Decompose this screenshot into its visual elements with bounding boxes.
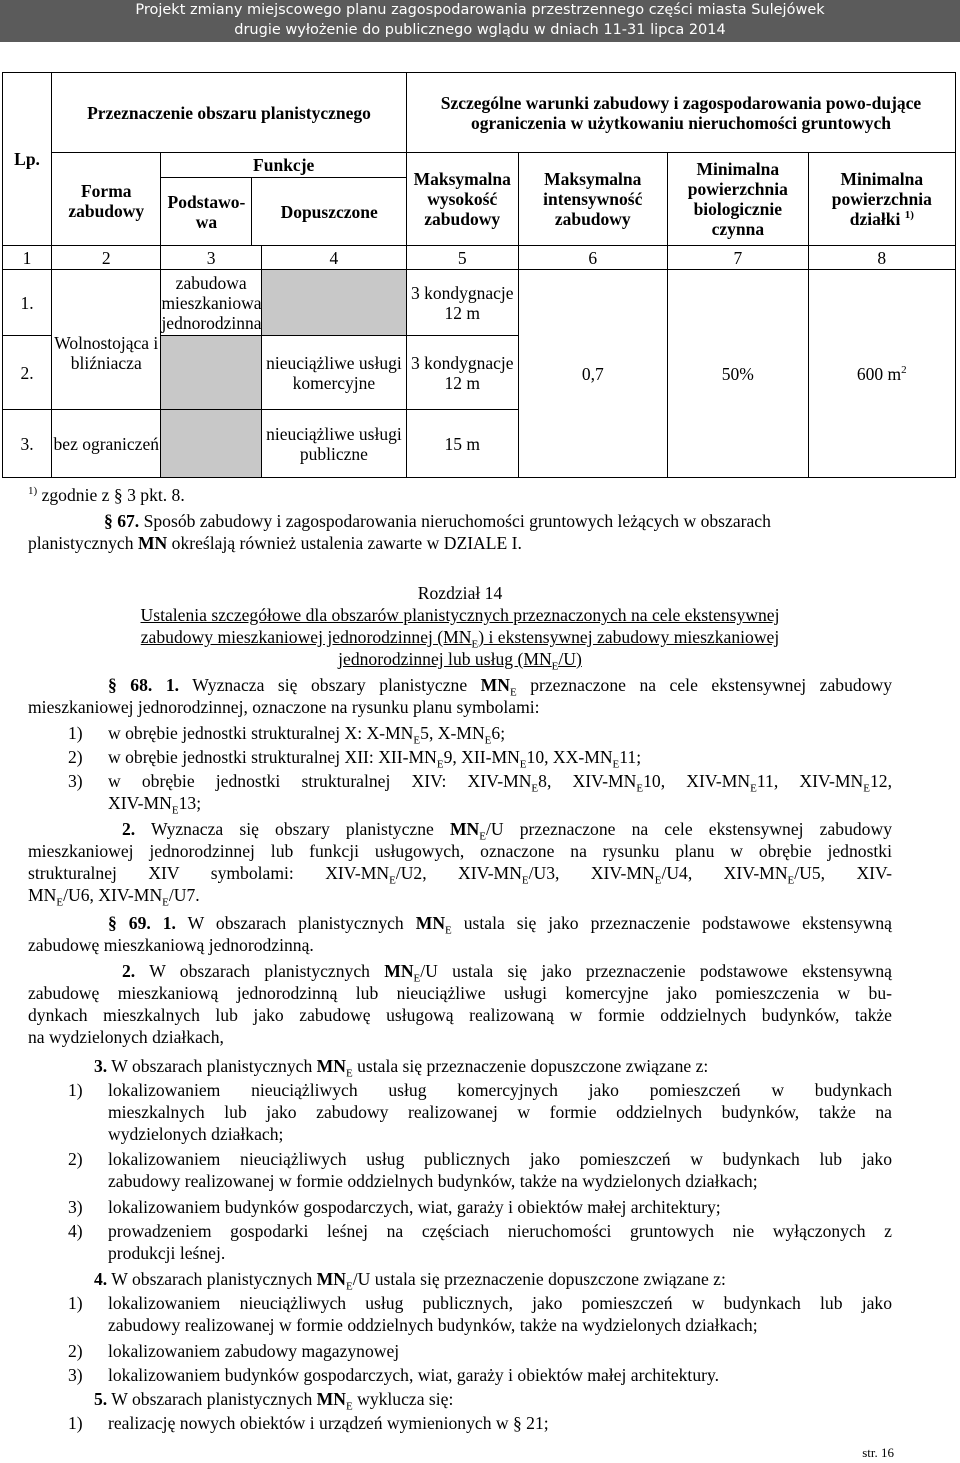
subscript: E — [345, 1400, 353, 1413]
colnum: 8 — [808, 246, 955, 270]
colnum: 5 — [406, 246, 518, 270]
header-line-1: Projekt zmiany miejscowego planu zagospodarowania przestrzennego części miasta Sulejówek — [135, 2, 825, 18]
subscript: E — [56, 896, 64, 909]
paragraph-68-2 — [28, 818, 892, 909]
symbol: MN — [449, 819, 480, 839]
text: /U ustala się jako przeznaczenie podstawowe ekstensywną — [420, 961, 892, 981]
paragraph-number: § 69. 1. — [108, 913, 176, 933]
symbol: MN — [415, 913, 446, 933]
wysokosc-line: 12 m — [444, 372, 480, 393]
document-header-banner — [0, 0, 960, 42]
text: przeznaczone na cele ekstensywnej zabudowy — [530, 675, 892, 695]
wysokosc-line: 3 kondygnacje — [410, 282, 514, 303]
th-min-dzialka-label: Minimalna powierzchnia działki — [831, 169, 932, 229]
list-item — [108, 746, 892, 771]
text: 10, XX-MN — [526, 747, 613, 767]
th-podstawowa: Podstawo-wa — [161, 178, 252, 245]
chapter-title-line: Ustalenia szczegółowe dla obszarów planistycznych przeznaczonych na cele ekstensywnej — [140, 605, 780, 625]
paragraph-69-1 — [28, 912, 892, 956]
text: /U przeznaczone na cele ekstensywnej zabudowy — [486, 819, 892, 839]
text: wyklucza się: — [357, 1389, 454, 1409]
text: W obszarach planistycznych — [111, 1056, 313, 1076]
subscript: E — [509, 686, 517, 699]
paragraph-69-5 — [28, 1388, 892, 1413]
th-funkcje — [161, 153, 406, 246]
forma-bez-ograniczen: bez ograniczeń — [52, 410, 161, 478]
list-number: 4) — [68, 1221, 83, 1241]
list-number: 2) — [68, 747, 83, 767]
list-item: realizację nowych obiektów i urządzeń wymienionych w § 21; — [108, 1413, 549, 1433]
paragraph-69-3 — [28, 1055, 892, 1080]
subscript: E — [479, 830, 486, 843]
list-item — [108, 1220, 892, 1264]
list-item — [108, 1292, 892, 1336]
text: W obszarach planistycznych — [111, 1269, 313, 1289]
text: ustala się przeznaczenie dopuszczone związane z: — [357, 1056, 709, 1076]
shaded-cell — [161, 410, 261, 478]
colnum: 7 — [668, 246, 809, 270]
text: ustala się jako przeznaczenie podstawowe ekstensywną — [463, 913, 892, 933]
wysokosc-value: 15 m — [406, 410, 518, 478]
paragraph-number: 5. — [94, 1389, 108, 1409]
th-szczegolne: Szczególne warunki zabudowy i zagospodarowania powo-dujące ograniczenia w użytkowaniu nieruchomości gruntowych — [406, 73, 955, 153]
bio-value: 50% — [668, 270, 809, 478]
list-number: 3) — [68, 1197, 83, 1217]
intensywnosc-value: 0,7 — [518, 270, 668, 478]
podstawowa-value: zabudowa mieszkaniowa jednorodzinna — [161, 270, 261, 336]
subscript: E — [484, 734, 492, 747]
subscript: E — [519, 758, 527, 771]
text: zabudowy mieszkaniowej jednorodzinnej (MN — [140, 627, 472, 647]
text: strukturalnej XIV symbolami: XIV-MN — [28, 863, 390, 883]
list-item: lokalizowaniem budynków gospodarczych, wiat, garaży i obiektów małej architektury. — [108, 1365, 720, 1385]
text: /U) — [558, 649, 582, 669]
dzialka-value — [808, 270, 955, 478]
wysokosc-line: 12 m — [444, 302, 480, 323]
text: W obszarach planistycznych — [111, 1389, 313, 1409]
th-min-bio: Minimalna powierzchnia biologicznie czynna — [668, 153, 809, 246]
dzialka-unit-sup: 2 — [901, 363, 907, 376]
subscript: E — [612, 758, 620, 771]
colnum: 1 — [3, 246, 52, 270]
subscript: E — [551, 660, 559, 673]
footnote-mark: 1) — [904, 209, 914, 222]
chapter-heading — [28, 582, 892, 673]
text: W obszarach planistycznych — [187, 913, 404, 933]
list-item: lokalizowaniem budynków gospodarczych, wiat, garaży i obiektów małej architektury; — [108, 1197, 721, 1217]
text-line: produkcji leśnej. — [108, 1243, 226, 1263]
subscript: E — [345, 1280, 353, 1293]
text-line: Sposób zabudowy i zagospodarowania nieruchomości gruntowych leżących w obszarach — [143, 511, 771, 531]
text: /U7. — [168, 885, 200, 905]
text-line: zabudowę mieszkaniową jednorodzinną lub nieuciążliwe usługi komercyjne jako pomieszczenia w bu- — [28, 983, 892, 1003]
text-line: mieszkalnych lub jako zabudowy realizowanej w formie oddzielnych budynków, także na — [108, 1102, 892, 1122]
subscript: E — [471, 638, 479, 651]
footnote-text: zgodnie z § 3 pkt. 8. — [41, 485, 185, 505]
list-item — [108, 770, 892, 817]
text: /U ustala się przeznaczenie dopuszczone związane z: — [352, 1269, 726, 1289]
text: 8, XIV-MN — [538, 771, 637, 791]
text: 13; — [178, 793, 202, 813]
paragraph-69-2 — [28, 960, 892, 1048]
th-max-wysokosc: Maksymalna wysokość zabudowy — [406, 153, 518, 246]
text-line: dynkach mieszkalnych lub jako zabudowę usługową realizowaną w formie oddzielnych budynków, także — [28, 1005, 892, 1025]
text: Wyznacza się obszary planistyczne — [192, 675, 468, 695]
subscript: E — [750, 782, 757, 795]
list-number: 1) — [68, 1413, 83, 1433]
symbol: MN — [384, 961, 414, 981]
header-line-2: drugie wyłożenie do publicznego wglądu w dniach 11-31 lipca 2014 — [234, 22, 726, 38]
subscript: E — [436, 758, 444, 771]
list-item — [108, 1148, 892, 1192]
text: 9, XII-MN — [443, 747, 520, 767]
chapter-title-line — [28, 648, 892, 673]
page-number: str. 16 — [862, 1445, 894, 1460]
text-line: na wydzielonych działkach, — [28, 1027, 224, 1047]
paragraph-69-4 — [28, 1268, 892, 1293]
text: w obrębie jednostki strukturalnej XIV: XIV-MN — [108, 771, 532, 791]
column-numbers-row — [3, 246, 956, 270]
th-max-intensywnosc: Maksymalna intensywność zabudowy — [518, 153, 668, 246]
list-number: 2) — [68, 1149, 83, 1169]
text-line: zabudowę mieszkaniową jednorodzinną. — [28, 935, 314, 955]
subscript: E — [162, 896, 169, 909]
subscript: E — [863, 782, 870, 795]
list-item — [108, 722, 892, 747]
text-line: lokalizowaniem nieuciążliwych usług publicznych, jako pomieszczeń w budynkach lub jako — [108, 1293, 892, 1313]
subscript: E — [654, 874, 662, 887]
wysokosc-value — [406, 270, 518, 336]
subscript: E — [413, 734, 421, 747]
text: W obszarach planistycznych — [149, 961, 370, 981]
th-funkcje-label: Funkcje — [161, 153, 405, 178]
colnum: 6 — [518, 246, 668, 270]
text: w obrębie jednostki strukturalnej XII: XII-MN — [108, 747, 437, 767]
subscript: E — [787, 874, 795, 887]
text-line: zabudowy realizowanej w formie oddzielnych budynków, także na wydzielonych działkach; — [108, 1315, 758, 1335]
colnum: 4 — [261, 246, 406, 270]
subscript: E — [345, 1067, 353, 1080]
shaded-cell — [161, 336, 261, 410]
wysokosc-value — [406, 336, 518, 410]
paragraph-68-1 — [28, 674, 892, 718]
footnote-mark: 1) — [28, 485, 38, 498]
text: 11, XIV-MN — [756, 771, 864, 791]
chapter-title — [28, 604, 892, 673]
th-dopuszczone: Dopuszczone — [280, 201, 378, 222]
text: jednorodzinnej lub usług (MN — [338, 649, 552, 669]
text: 10, XIV-MN — [643, 771, 751, 791]
text: /U3, XIV-MN — [528, 863, 655, 883]
list-number: 3) — [68, 1365, 83, 1385]
text-line: określają również ustalenia zawarte w DZIALE I. — [171, 533, 522, 553]
text: 5, X-MN — [420, 723, 485, 743]
list-item: lokalizowaniem zabudowy magazynowej — [108, 1341, 400, 1361]
list-item — [108, 1079, 892, 1145]
subscript: E — [521, 874, 529, 887]
paragraph-number: § 68. 1. — [108, 675, 180, 695]
th-min-dzialka — [808, 153, 955, 246]
subscript: E — [171, 804, 179, 817]
text: MN — [28, 885, 57, 905]
colnum: 2 — [52, 246, 161, 270]
forma-wolnostojaca: Wolnostojąca i bliźniacza — [52, 270, 161, 410]
text: 12, — [870, 771, 892, 791]
symbol: MN — [137, 533, 168, 553]
symbol: MN — [316, 1389, 346, 1409]
symbol: MN — [480, 675, 510, 695]
subscript: E — [389, 874, 396, 887]
colnum: 3 — [161, 246, 261, 270]
row-lp: 2. — [3, 336, 52, 410]
paragraph-number: § 67. — [104, 511, 140, 531]
text-line: prowadzeniem gospodarki leśnej na częściach nieruchomości gruntowych nie wyłączonych z — [108, 1221, 892, 1241]
text-line: zabudowy realizowanej w formie oddzielnych budynków, także na wydzielonych działkach; — [108, 1171, 758, 1191]
text: Wyznacza się obszary planistyczne — [151, 819, 434, 839]
dopuszczone-value: nieuciążliwe usługi komercyjne — [261, 336, 406, 410]
paragraph-number: 4. — [94, 1269, 108, 1289]
list-number: 1) — [68, 723, 83, 743]
text-line: mieszkaniowej jednorodzinnej, oznaczone na rysunku planu symbolami: — [28, 697, 540, 717]
text: ) i ekstensywnej zabudowy mieszkaniowej — [478, 627, 780, 647]
text: /U5, XIV- — [794, 863, 892, 883]
paragraph-number: 2. — [122, 819, 136, 839]
subscript: E — [413, 972, 421, 985]
th-forma: Forma zabudowy — [52, 153, 161, 246]
th-przeznaczenie: Przeznaczenie obszaru planistycznego — [52, 73, 407, 153]
chapter-number: Rozdział 14 — [417, 583, 503, 603]
dopuszczone-value: nieuciążliwe usługi publiczne — [261, 410, 406, 478]
text-line: planistycznych — [28, 533, 134, 553]
symbol: MN — [316, 1056, 346, 1076]
dzialka-number: 600 m — [856, 363, 902, 384]
text-line: lokalizowaniem nieuciążliwych usług publicznych jako pomieszczeń w budynkach lub jako — [108, 1149, 892, 1169]
paragraph-number: 3. — [94, 1056, 108, 1076]
table-row — [3, 270, 956, 336]
text-line: lokalizowaniem nieuciążliwych usług komercyjnych jako pomieszczeń w budynkach — [108, 1080, 892, 1100]
wysokosc-line: 3 kondygnacje — [410, 352, 514, 373]
list-number: 3) — [68, 771, 83, 791]
text: /U2, XIV-MN — [395, 863, 522, 883]
text-line: wydzielonych działkach; — [108, 1124, 284, 1144]
text: 6; — [491, 723, 506, 743]
th-lp: Lp. — [3, 73, 52, 246]
chapter-title-line — [28, 626, 892, 651]
subscript: E — [445, 924, 452, 937]
shaded-cell — [261, 270, 406, 336]
text: /U6, XIV-MN — [63, 885, 163, 905]
text-line: mieszkaniowej jednorodzinnej lub funkcji usługowych, oznaczone na rysunku planu w obrębie jednostki — [28, 841, 892, 861]
regulation-table — [2, 72, 956, 478]
text: 11; — [619, 747, 642, 767]
table-footnote — [28, 484, 892, 506]
list-number: 2) — [68, 1341, 83, 1361]
subscript: E — [636, 782, 644, 795]
list-number: 1) — [68, 1080, 83, 1100]
subscript: E — [531, 782, 539, 795]
text: XIV-MN — [108, 793, 172, 813]
list-number: 1) — [68, 1293, 83, 1313]
paragraph-number: 2. — [122, 961, 136, 981]
paragraph-67 — [28, 510, 892, 554]
text: /U4, XIV-MN — [661, 863, 788, 883]
row-lp: 1. — [3, 270, 52, 336]
row-lp: 3. — [3, 410, 52, 478]
text: w obrębie jednostki strukturalnej X: X-MN — [108, 723, 414, 743]
symbol: MN — [316, 1269, 346, 1289]
